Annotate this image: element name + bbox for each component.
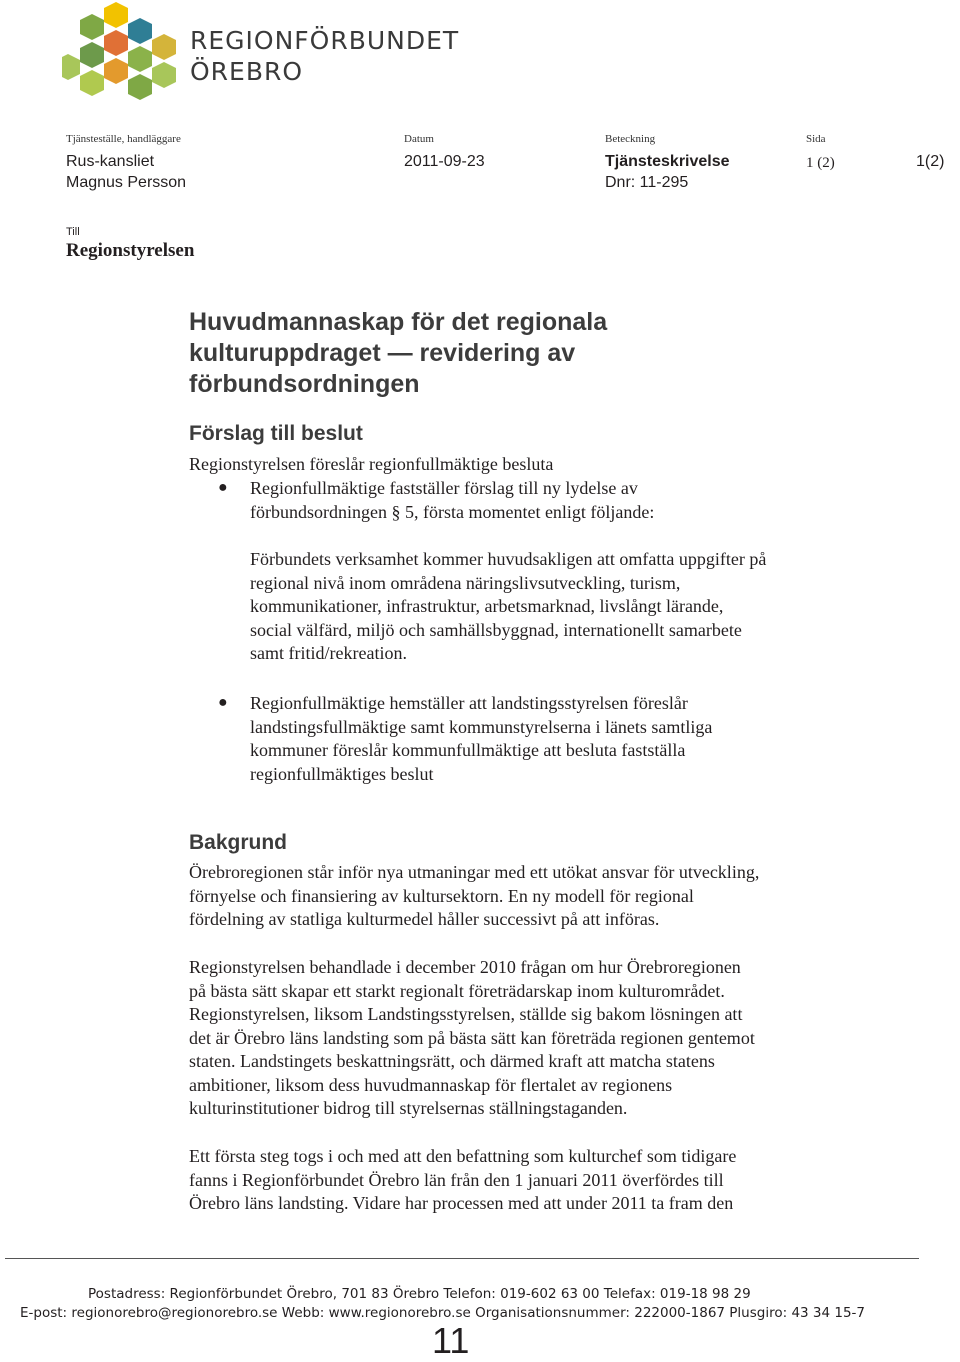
- document-type: Tjänsteskrivelse: [605, 153, 730, 170]
- footer-address-line: Postadress: Regionförbundet Örebro, 701 83 Örebro Telefon: 019-602 63 00 Telefax: 019-18 98 29: [88, 1286, 751, 1302]
- quote-line: regional nivå inom områdena näringslivsutveckling, turism,: [250, 572, 681, 593]
- proposal-intro: Regionstyrelsen föreslår regionfullmäktige besluta: [189, 454, 554, 474]
- hexagon-icon: [128, 74, 152, 100]
- paragraph-line: Örebroregionen står inför nya utmaningar med ett utökat ansvar för utveckling,: [189, 862, 760, 882]
- quoted-paragraph: [250, 548, 766, 666]
- footer-divider: [5, 1258, 919, 1259]
- logo-text-line1: REGIONFÖRBUNDET: [190, 26, 460, 55]
- label-datum: Datum: [404, 133, 434, 145]
- paragraph-line: Regionstyrelsen behandlade i december 2010 frågan om hur Örebroregionen: [189, 957, 741, 977]
- bullet-icon: ●: [218, 479, 228, 496]
- title-line: Huvudmannaskap för det regionala: [189, 308, 608, 336]
- paragraph-line: på bästa sätt skapar ett starkt regionalt företrädarskap inom kulturområdet.: [189, 980, 725, 1001]
- hexagon-icon: [128, 46, 152, 72]
- quote-line: kommunikationer, infrastruktur, arbetsmarknad, livslångt lärande,: [250, 596, 724, 616]
- label-sida: Sida: [806, 133, 826, 145]
- document-date: 2011-09-23: [404, 153, 485, 170]
- page-indicator-right: 1(2): [916, 153, 945, 170]
- document-title: [189, 307, 607, 400]
- footer-contact-line: E-post: regionorebro@regionorebro.se Webb: www.regionorebro.se Organisationsnummer: 222000-1867 Plusgiro: 43 34 15-7: [20, 1305, 866, 1321]
- page-number: 11: [432, 1320, 470, 1361]
- hexagon-cluster-icon: [62, 0, 182, 108]
- page-indicator: 1 (2): [806, 155, 835, 171]
- paragraph-3: [189, 1145, 736, 1216]
- hexagon-icon: [80, 42, 104, 68]
- paragraph-line: Örebro läns landsting. Vidare har processen med att under 2011 ta fram den: [189, 1193, 734, 1213]
- paragraph-line: fanns i Regionförbundet Örebro län från den 1 januari 2011 överfördes till: [189, 1169, 724, 1190]
- label-handlaggare: Tjänsteställe, handläggare: [66, 133, 181, 145]
- quote-line: samt fritid/rekreation.: [250, 643, 407, 663]
- bullet-icon: ●: [218, 694, 228, 711]
- paragraph-line: Ett första steg togs i och med att den befattning som kulturchef som tidigare: [189, 1146, 737, 1166]
- paragraph-2: [189, 956, 755, 1121]
- handlaggare-name: Magnus Persson: [66, 174, 187, 191]
- bullet-line: Regionfullmäktige fastställer förslag till ny lydelse av: [250, 478, 638, 498]
- hexagon-icon: [80, 70, 104, 96]
- hexagon-icon: [104, 2, 128, 28]
- paragraph-line: kulturinstitutioner bidrog till styrelsernas ställningstaganden.: [189, 1098, 628, 1118]
- paragraph-line: ambitioner, liksom dess huvudmannaskap för flertalet av regionens: [189, 1074, 673, 1095]
- label-beteckning: Beteckning: [605, 133, 656, 145]
- bullet-item-2: [250, 692, 712, 786]
- bullet-line: Regionfullmäktige hemställer att landstingsstyrelsen föreslår: [250, 693, 688, 713]
- bullet-item-1: [250, 477, 654, 524]
- hexagon-icon: [104, 30, 128, 56]
- office-name: Rus-kansliet: [66, 153, 155, 170]
- hexagon-icon: [152, 62, 176, 88]
- bullet-line: kommuner föreslår kommunfullmäktige att besluta fastställa: [250, 740, 686, 760]
- paragraph-line: det är Örebro läns landsting som på bästa sätt kan företräda regionen gentemot: [189, 1027, 755, 1048]
- paragraph-1: [189, 861, 759, 932]
- hexagon-icon: [62, 54, 80, 80]
- proposal-heading: Förslag till beslut: [189, 422, 363, 445]
- recipient-name: Regionstyrelsen: [66, 240, 195, 261]
- quote-line: social välfärd, miljö och samhällsbyggnad, internationellt samarbete: [250, 619, 742, 640]
- hexagon-icon: [80, 14, 104, 40]
- document-dnr: Dnr: 11-295: [605, 174, 689, 191]
- quote-line: Förbundets verksamhet kommer huvudsakligen att omfatta uppgifter på: [250, 549, 767, 569]
- hexagon-icon: [152, 34, 176, 60]
- bullet-line: förbundsordningen § 5, första momentet enligt följande:: [250, 501, 655, 522]
- recipient-label: Till: [66, 226, 80, 238]
- bullet-line: landstingsfullmäktige samt kommunstyrelserna i länets samtliga: [250, 716, 713, 737]
- bullet-line: regionfullmäktiges beslut: [250, 763, 434, 784]
- logo-text-line2: ÖREBRO: [190, 57, 304, 86]
- paragraph-line: Regionstyrelsen, liksom Landstingsstyrelsen, ställde sig bakom lösningen att: [189, 1004, 743, 1024]
- paragraph-line: förnyelse och finansiering av kultursektorn. En ny modell för regional: [189, 885, 694, 906]
- hexagon-icon: [128, 18, 152, 44]
- hexagon-icon: [104, 58, 128, 84]
- paragraph-line: fördelning av statliga kulturmedel håller successivt på att införas.: [189, 909, 660, 929]
- paragraph-line: staten. Landstingets beskattningsrätt, och därmed kraft att matcha statens: [189, 1051, 715, 1071]
- title-line: förbundsordningen: [189, 370, 420, 398]
- title-line: kulturuppdraget — revidering av: [189, 339, 576, 367]
- background-heading: Bakgrund: [189, 831, 288, 854]
